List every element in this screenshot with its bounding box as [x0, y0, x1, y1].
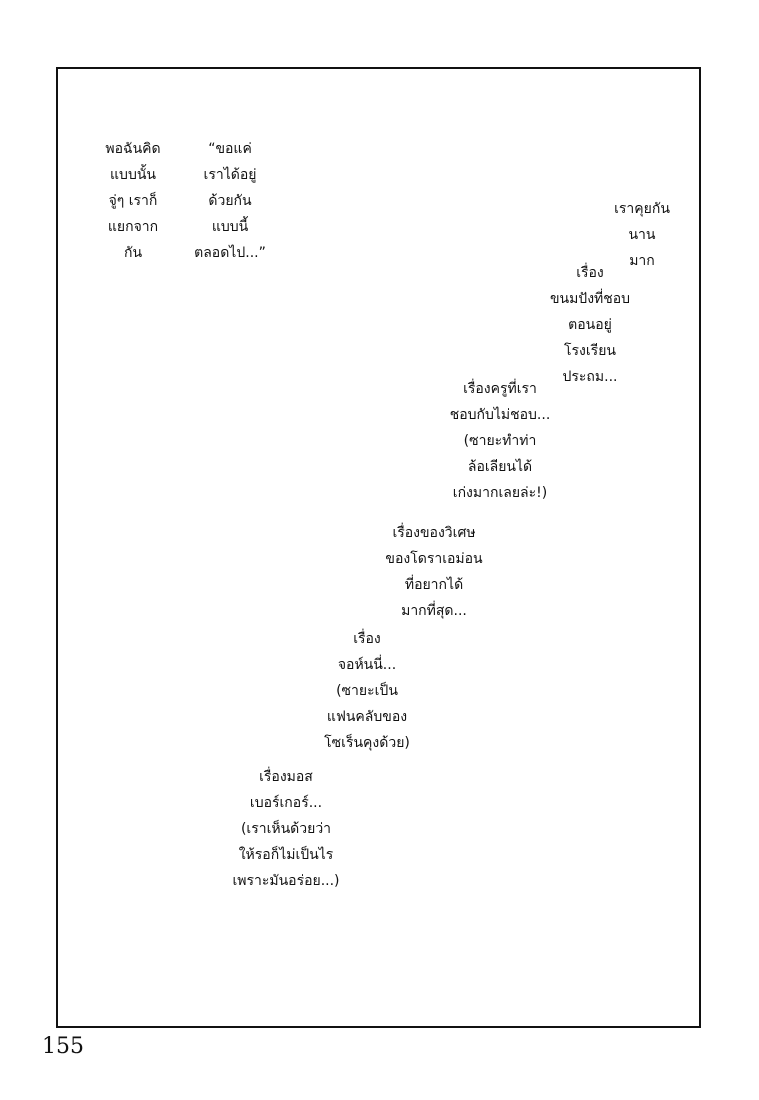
text-line: ล้อเลียนได้	[467, 459, 533, 475]
text-line: แบบนั้น	[110, 167, 156, 183]
narration-text-8	[212, 764, 360, 894]
narration-text-1	[88, 136, 178, 266]
text-line: เราคุยกัน	[614, 201, 670, 217]
text-line: ตลอดไป...”	[194, 245, 266, 261]
text-line: มากที่สุด...	[401, 603, 467, 619]
text-line: พอฉันคิด	[105, 141, 161, 157]
text-line: ด้วยกัน	[208, 193, 252, 209]
text-line: เราได้อยู่	[203, 167, 257, 183]
text-line: โรงเรียน	[564, 343, 616, 359]
text-line: (ซายะทำท่า	[463, 433, 537, 449]
text-line: เรื่อง	[576, 265, 604, 281]
text-line: แบบนี้	[211, 219, 249, 235]
text-line: “ขอแค่	[208, 141, 252, 157]
text-line: เก่งมากเลยล่ะ!)	[452, 485, 548, 501]
text-line: ที่อยากได้	[404, 577, 464, 593]
narration-text-7	[300, 626, 434, 756]
text-line: ของโดราเอม่อน	[385, 551, 483, 567]
text-line: ชอบกับไม่ชอบ...	[449, 407, 551, 423]
text-line: เรื่อง	[353, 631, 381, 647]
text-line: เรื่องของวิเศษ	[392, 525, 476, 541]
text-line: แยกจาก	[107, 219, 159, 235]
narration-text-4	[530, 260, 650, 390]
text-line: (ซายะเป็น	[336, 683, 398, 699]
text-line: จอห์นนี่...	[337, 657, 397, 673]
text-line: ขนมปังที่ชอบ	[549, 291, 631, 307]
text-line: ให้รอก็ไม่เป็นไร	[238, 847, 334, 863]
text-line: เบอร์เกอร์...	[249, 795, 323, 811]
text-line: กัน	[123, 245, 143, 261]
text-line: เพราะมันอร่อย...)	[232, 873, 340, 889]
text-line: ประถม...	[562, 369, 618, 385]
text-line: เรื่องครูที่เรา	[463, 381, 537, 397]
text-line: นาน	[628, 227, 656, 243]
text-line: (เราเห็นด้วยว่า	[240, 821, 332, 837]
text-line: จู่ๆ เราก็	[108, 193, 158, 209]
narration-text-5	[432, 376, 568, 506]
text-line: แฟนคลับของ	[326, 709, 408, 725]
text-line: โซเร็นคุงด้วย)	[324, 735, 410, 751]
text-line: ตอนอยู่	[568, 317, 612, 333]
narration-text-2	[180, 136, 280, 266]
text-line: มาก	[629, 253, 655, 269]
text-line: เรื่องมอส	[259, 769, 313, 785]
narration-text-6	[362, 520, 506, 624]
page-number: 155	[42, 1034, 84, 1059]
